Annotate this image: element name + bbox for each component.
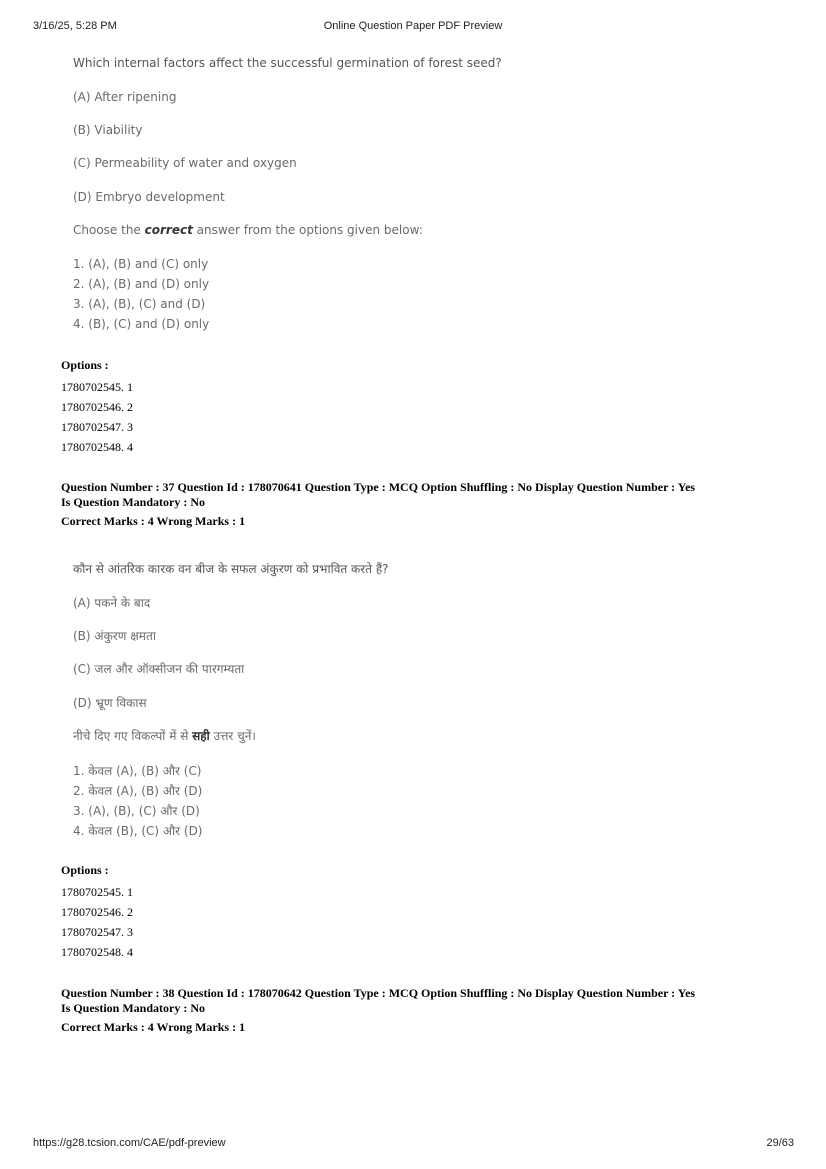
answer-choice-1: 1. (A), (B) and (C) only bbox=[73, 257, 209, 271]
print-footer bbox=[0, 1137, 826, 1151]
option-id: 1780702547. 3 bbox=[61, 925, 133, 939]
question-stem: Which internal factors affect the successful germination of forest seed? bbox=[73, 56, 502, 70]
print-datetime: 3/16/25, 5:28 PM bbox=[33, 20, 117, 32]
statement-c: (C) जल और ऑक्सीजन की पारगम्यता bbox=[73, 662, 245, 676]
options-label: Options : bbox=[61, 358, 109, 372]
option-id: 1780702547. 3 bbox=[61, 420, 133, 434]
statement-a: (A) पकने के बाद bbox=[73, 596, 151, 610]
question-meta-line: Question Number : 37 Question Id : 178070641 Question Type : MCQ Option Shuffling : No Display Question Number : Yes bbox=[61, 480, 696, 494]
option-id: 1780702545. 1 bbox=[61, 380, 133, 394]
instruction: नीचे दिए गए विकल्पों में से सही उत्तर चुनें। bbox=[73, 729, 256, 743]
question-mandatory: Is Question Mandatory : No bbox=[61, 1001, 206, 1015]
statement-d: (D) भ्रूण विकास bbox=[73, 696, 147, 710]
option-id: 1780702546. 2 bbox=[61, 905, 133, 919]
option-id: 1780702548. 4 bbox=[61, 440, 133, 454]
statement-d: (D) Embryo development bbox=[73, 190, 225, 204]
statement-a: (A) After ripening bbox=[73, 90, 177, 104]
question-meta bbox=[61, 480, 781, 529]
answer-choice-1: 1. केवल (A), (B) और (C) bbox=[73, 764, 202, 778]
options-block bbox=[61, 358, 781, 457]
statement-b: (B) Viability bbox=[73, 123, 143, 137]
answer-choice-3: 3. (A), (B), (C) and (D) bbox=[73, 297, 206, 311]
statement-c: (C) Permeability of water and oxygen bbox=[73, 156, 297, 170]
page-number: 29/63 bbox=[766, 1137, 794, 1149]
question-mandatory: Is Question Mandatory : No bbox=[61, 495, 206, 509]
option-id: 1780702546. 2 bbox=[61, 400, 133, 414]
options-block bbox=[61, 863, 781, 962]
answer-choice-4: 4. केवल (B), (C) और (D) bbox=[73, 824, 203, 838]
print-header bbox=[0, 20, 826, 34]
answer-choice-3: 3. (A), (B), (C) और (D) bbox=[73, 804, 200, 818]
print-title: Online Question Paper PDF Preview bbox=[323, 20, 503, 32]
instruction: Choose the correct answer from the options given below: bbox=[73, 223, 423, 237]
page-url: https://g28.tcsion.com/CAE/pdf-preview bbox=[33, 1137, 226, 1149]
statement-b: (B) अंकुरण क्षमता bbox=[73, 629, 156, 643]
question-stem: कौन से आंतरिक कारक वन बीज के सफल अंकुरण को प्रभावित करते हैं? bbox=[73, 562, 389, 576]
answer-choice-2: 2. केवल (A), (B) और (D) bbox=[73, 784, 203, 798]
option-id: 1780702548. 4 bbox=[61, 945, 133, 959]
option-id: 1780702545. 1 bbox=[61, 885, 133, 899]
answer-choice-2: 2. (A), (B) and (D) only bbox=[73, 277, 210, 291]
question-meta bbox=[61, 986, 781, 1035]
answer-choice-4: 4. (B), (C) and (D) only bbox=[73, 317, 210, 331]
options-label: Options : bbox=[61, 863, 109, 877]
question-marks: Correct Marks : 4 Wrong Marks : 1 bbox=[61, 1020, 246, 1034]
question-meta-line: Question Number : 38 Question Id : 178070642 Question Type : MCQ Option Shuffling : No Display Question Number : Yes bbox=[61, 986, 696, 1000]
question-marks: Correct Marks : 4 Wrong Marks : 1 bbox=[61, 514, 246, 528]
